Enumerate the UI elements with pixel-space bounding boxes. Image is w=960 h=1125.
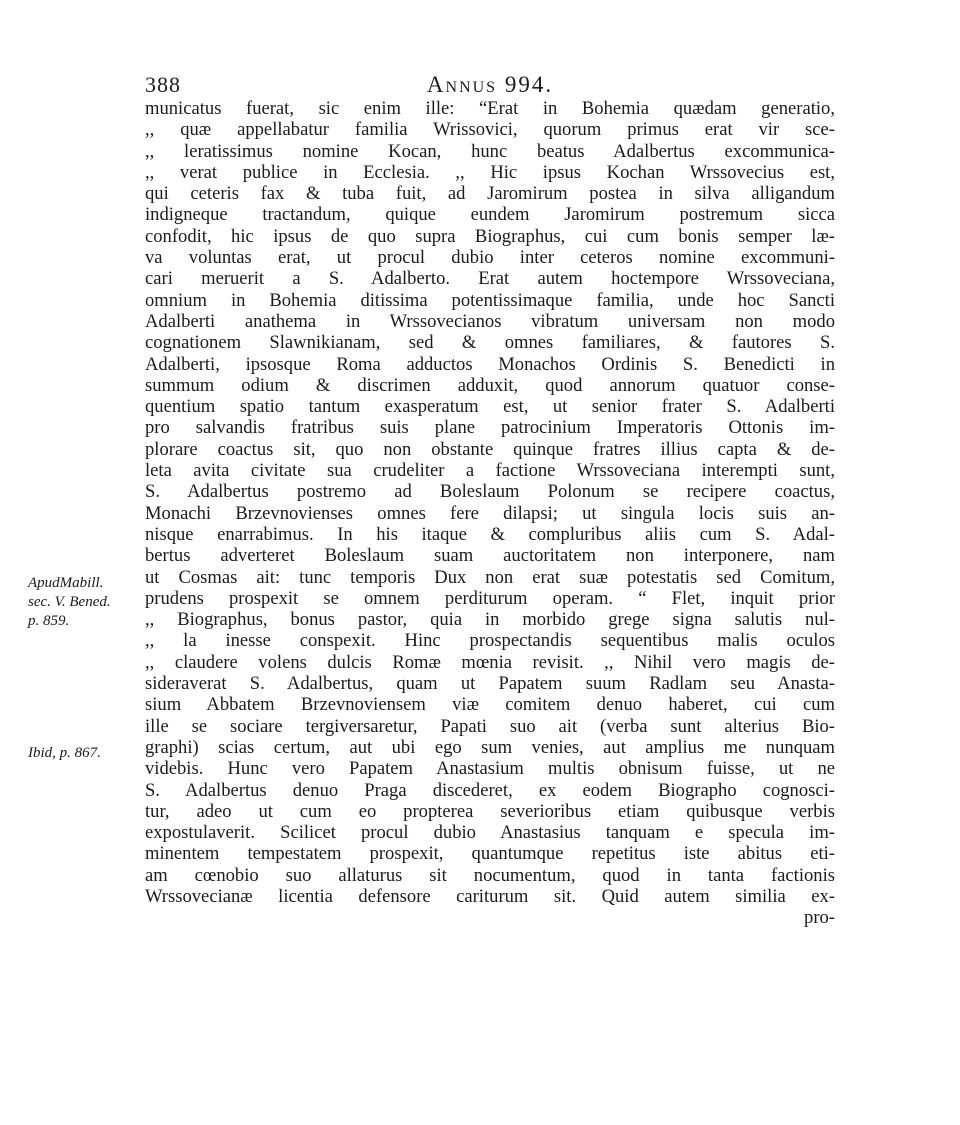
text-line: prudens prospexit se omnem perditurum operam. “ Flet, inquit prior	[145, 587, 835, 609]
marginal-note-line: p. 859.	[28, 613, 70, 630]
text-line: pro salvandis fratribus suis plane patrocinium Imperatoris Ottonis im-	[145, 417, 835, 439]
text-line: ,, quæ appellabatur familia Wrissovici, quorum primus erat vir sce-	[145, 119, 835, 141]
body-text	[145, 98, 835, 929]
text-line: municatus fuerat, sic enim ille: “Erat in Bohemia quædam generatio,	[145, 98, 835, 119]
text-line: ,, verat publice in Ecclesia. ,, Hic ipsus Kochan Wrssovecius est,	[145, 161, 835, 183]
running-head: Annus 994.	[426, 72, 554, 97]
text-line: videbis. Hunc vero Papatem Anastasium multis obnisum fuisse, ut ne	[145, 758, 835, 780]
text-line: tur, adeo ut cum eo propterea severioribus etiam quibusque verbis	[145, 800, 835, 822]
text-line: ,, Biographus, bonus pastor, quia in morbido grege signa salutis nul-	[145, 609, 835, 631]
text-line: bertus adverteret Boleslaum suam auctoritatem non interponere, nam	[145, 545, 835, 567]
text-line: va voluntas erat, ut procul dubio inter ceteros nomine excommuni-	[145, 247, 835, 269]
text-line: expostulaverit. Scilicet procul dubio Anastasius tanquam e specula im-	[145, 822, 835, 844]
text-line: cari meruerit a S. Adalberto. Erat autem hoctempore Wrssoveciana,	[145, 268, 835, 290]
text-line: summum odium & discrimen adduxit, quod annorum quatuor conse-	[145, 374, 835, 396]
marginal-note-line: Ibid, p. 867.	[28, 745, 101, 762]
text-line: sideraverat S. Adalbertus, quam ut Papatem suum Radlam seu Anasta-	[145, 673, 835, 695]
text-line: cognationem Slawnikianam, sed & omnes familiares, & fautores S.	[145, 332, 835, 354]
catchword: pro-	[804, 907, 835, 929]
text-line: leta avita civitate sua crudeliter a factione Wrssoveciana interempti sunt,	[145, 460, 835, 482]
marginal-note-line: ApudMabill.	[28, 575, 104, 592]
text-line: Monachi Brzevnovienses omnes fere dilapsi; ut singula locis suis an-	[145, 502, 835, 524]
text-line: ,, la inesse conspexit. Hinc prospectandis sequentibus malis oculos	[145, 630, 835, 652]
text-line: omnium in Bohemia ditissima potentissimaque familia, unde hoc Sancti	[145, 289, 835, 311]
text-line: ,, claudere volens dulcis Romæ mœnia revisit. ,, Nihil vero magis de-	[145, 651, 835, 673]
text-line: ut Cosmas ait: tunc temporis Dux non erat suæ potestatis sed Comitum,	[145, 566, 835, 588]
marginal-note-line: sec. V. Bened.	[28, 594, 111, 611]
text-line: Adalberti, ipsosque Roma adductos Monachos Ordinis S. Benedicti in	[145, 353, 835, 375]
text-line: quentium spatio tantum exasperatum est, ut senior frater S. Adalberti	[145, 396, 835, 418]
text-line: Wrssovecianæ licentia defensore cariturum sit. Quid autem similia ex-	[145, 885, 835, 907]
page-header	[145, 68, 835, 102]
text-line: nisque enarrabimus. In his itaque & compluribus aliis cum S. Adal-	[145, 523, 835, 545]
text-line: ille se sociare tergiversaretur, Papati suo ait (verba sunt alterius Bio-	[145, 715, 835, 737]
text-line: Adalberti anathema in Wrssovecianos vibratum universam non modo	[145, 310, 835, 332]
text-line: confodit, hic ipsus de quo supra Biographus, cui cum bonis semper læ-	[145, 225, 835, 247]
text-line: indigneque tractandum, quique eundem Jaromirum postremum sicca	[145, 204, 835, 226]
page-number: 388	[145, 72, 181, 97]
text-line: graphi) scias certum, aut ubi ego sum venies, aut amplius me nunquam	[145, 736, 835, 758]
text-line: sium Abbatem Brzevnoviensem viæ comitem denuo haberet, cui cum	[145, 694, 835, 716]
text-line: am cœnobio suo allaturus sit nocumentum, quod in tanta factionis	[145, 864, 835, 886]
text-line: S. Adalbertus postremo ad Boleslaum Polonum se recipere coactus,	[145, 481, 835, 503]
text-line: S. Adalbertus denuo Praga discederet, ex eodem Biographo cognosci-	[145, 779, 835, 801]
text-line: plorare coactus sit, quo non obstante quinque fratres illius capta & de-	[145, 438, 835, 460]
text-line: ,, leratissimus nomine Kocan, hunc beatus Adalbertus excommunica-	[145, 140, 835, 162]
text-line: qui ceteris fax & tuba fuit, ad Jaromirum postea in silva alligandum	[145, 183, 835, 205]
text-line: minentem tempestatem prospexit, quantumque repetitus iste abitus eti-	[145, 843, 835, 865]
